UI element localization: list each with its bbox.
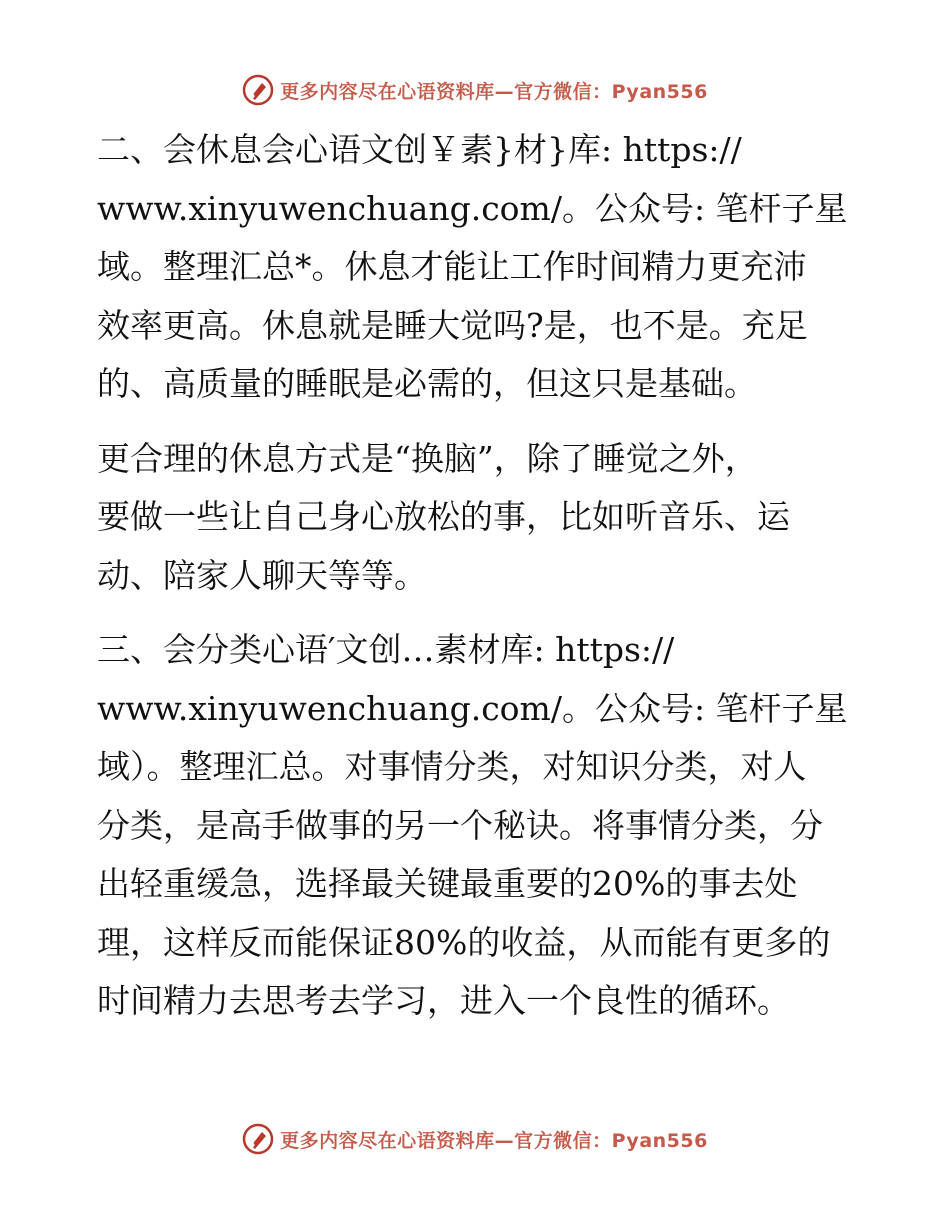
header-banner <box>0 70 950 110</box>
text-line: 时间精力去思考去学习，进入一个良性的循环。 <box>97 981 790 1020</box>
paragraph-rest <box>97 121 857 414</box>
paragraph-brain-switch <box>97 430 857 606</box>
text-line: www.xinyuwenchuang.com/。公众号: 笔杆子星 <box>97 188 848 228</box>
text-line: 域。整理汇总*。休息才能让工作时间精力更充沛 <box>97 247 807 286</box>
text-line: 更合理的休息方式是“换脑”，除了睡觉之外， <box>97 438 758 478</box>
pen-nib-icon <box>242 1123 274 1155</box>
text-line: 域）。整理汇总。对事情分类，对知识分类，对人 <box>97 747 807 786</box>
text-line: 理，这样反而能保证80%的收益，从而能有更多的 <box>97 922 831 962</box>
text-line: 的、高质量的睡眠是必需的，但这只是基础。 <box>97 364 757 403</box>
text-line: 分类，是高手做事的另一个秘诀。将事情分类，分 <box>97 805 823 845</box>
text-line: www.xinyuwenchuang.com/。公众号: 笔杆子星 <box>97 688 848 728</box>
pen-nib-icon <box>242 74 274 106</box>
text-line: 二、会休息会心语文创￥素}材}库: https:// <box>97 130 742 169</box>
text-line: 效率更高。休息就是睡大觉吗?是，也不是。充足 <box>97 305 808 345</box>
text-line: 三、会分类心语′文创…素材库: https:// <box>97 630 675 669</box>
paragraph-classify <box>97 621 857 1031</box>
text-line: 要做一些让自己身心放松的事，比如听音乐、运 <box>97 497 790 536</box>
footer-banner <box>0 1119 950 1159</box>
footer-banner-text: 更多内容尽在心语资料库—官方微信：Pyan556 <box>280 1129 708 1152</box>
document-body <box>97 121 857 1047</box>
text-line: 出轻重缓急，选择最关键最重要的20%的事去处 <box>97 864 798 903</box>
text-line: 动、陪家人聊天等等。 <box>97 555 427 595</box>
header-banner-text: 更多内容尽在心语资料库—官方微信：Pyan556 <box>280 80 708 103</box>
